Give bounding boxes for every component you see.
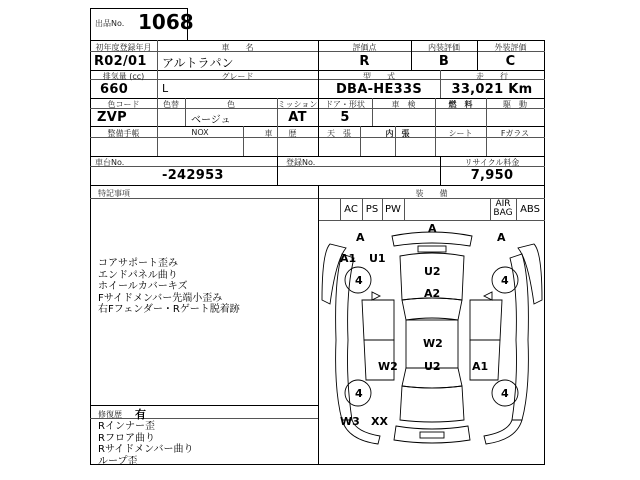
repair-line: Rインナー歪: [98, 421, 155, 432]
nox-label: NOX: [191, 128, 209, 137]
displacement-value: 660: [100, 82, 129, 97]
repair-label: 修復歴: [98, 410, 122, 419]
remark-line: エンドパネル曲り: [98, 269, 178, 281]
equipment-label: 装 備: [415, 189, 448, 198]
inspection-label: 車 検: [391, 100, 416, 109]
remarks-label: 特記事項: [98, 189, 130, 198]
lot-number: 1068: [138, 10, 194, 34]
chassis-value: -242953: [162, 168, 224, 183]
damage-mark: 4: [501, 387, 509, 400]
lot-label: 出品No.: [95, 19, 125, 28]
model-value: DBA-HE33S: [335, 82, 423, 97]
mileage-value: 33,021 Km: [451, 82, 533, 97]
damage-mark: A: [356, 231, 365, 244]
color-code-value: ZVP: [97, 110, 127, 125]
equip-pw: PW: [385, 204, 401, 215]
doors-label: ドア・形状: [325, 100, 365, 109]
color-value: ベージュ: [191, 115, 231, 126]
sunroof-label: 天 張: [327, 129, 351, 138]
fuel-label: 燃 料: [448, 100, 473, 109]
transmission-label: ミッション: [277, 100, 318, 109]
equip-ps: PS: [365, 204, 379, 215]
damage-mark: A1: [340, 252, 357, 265]
recycle-label: リサイクル料金: [464, 158, 520, 167]
damage-mark: XX: [371, 415, 388, 428]
history-label: 車 歴: [264, 129, 297, 138]
year-label: 初年度登録年月: [95, 43, 152, 52]
reg-label: 登録No.: [286, 158, 316, 167]
damage-mark: U2: [424, 360, 441, 373]
color-label: 色: [227, 100, 235, 109]
score-value: R: [359, 54, 370, 69]
interior-label: 内装評価: [428, 43, 460, 52]
remark-line: コアサポート歪み: [98, 258, 178, 269]
repair-line: ループ歪: [98, 455, 138, 467]
damage-mark: A: [497, 231, 506, 244]
repair-value: 有: [135, 408, 146, 421]
car-name-label: 車 名: [221, 43, 254, 52]
damage-mark: 4: [501, 274, 509, 287]
score-label: 評価点: [352, 43, 377, 52]
damage-mark: W3: [340, 415, 360, 428]
fglass-label: Fガラス: [500, 129, 530, 138]
left-front-door: [362, 300, 394, 340]
drive-label: 駆 動: [503, 100, 527, 109]
exterior-label: 外装評価: [494, 43, 527, 52]
color-code-label: 色コード: [107, 100, 140, 109]
remark-line: 右Fフェンダー・Rゲート脱着跡: [98, 304, 240, 315]
rear-bumper: [394, 426, 470, 443]
interior-fill-label: 内 張: [385, 129, 410, 138]
grade-label: グレード: [221, 72, 254, 81]
displacement-label: 排気量 (cc): [102, 72, 145, 81]
damage-mark: U2: [424, 265, 441, 278]
remark-line: ホイールカバーキズ: [98, 281, 188, 292]
seat-label: シート: [448, 129, 473, 138]
damage-mark: W2: [378, 360, 398, 373]
doors-value: 5: [340, 110, 350, 125]
year-value: R02/01: [94, 54, 147, 69]
damage-mark: A: [428, 222, 437, 235]
exterior-value: C: [505, 54, 516, 69]
front-plate: [418, 246, 446, 252]
damage-mark: A1: [472, 360, 489, 373]
chassis-label: 車台No.: [95, 158, 125, 167]
right-profile: [510, 254, 528, 420]
color-change-label: 色替: [163, 100, 179, 109]
remark-line: Fサイドメンバー先端小歪み: [98, 292, 223, 304]
right-mirror: [484, 292, 492, 300]
model-label: 型 式: [363, 72, 395, 81]
right-front-door: [470, 300, 502, 340]
damage-mark: 4: [355, 387, 363, 400]
windshield: [402, 298, 462, 320]
damage-mark: 4: [355, 274, 363, 287]
rear-plate: [420, 432, 444, 438]
damage-mark: U1: [369, 252, 386, 265]
damage-mark: W2: [423, 337, 443, 350]
damage-mark: A2: [424, 287, 441, 300]
repair-line: Rフロア曲り: [98, 432, 155, 444]
transmission-value: AT: [288, 110, 307, 125]
equip-airbag: AIR BAG: [493, 199, 513, 218]
car-name-value: アルトラパン: [162, 56, 234, 70]
recycle-value: 7,950: [470, 168, 514, 183]
rear-right-corner: [484, 420, 522, 444]
repair-line: Rサイドメンバー曲り: [98, 444, 194, 455]
rear-hatch: [400, 386, 464, 422]
equip-ac: AC: [344, 204, 358, 215]
mileage-label: 走 行: [476, 72, 508, 81]
interior-value: B: [438, 54, 450, 69]
grade-value: L: [162, 82, 169, 95]
equip-abs: ABS: [520, 204, 540, 215]
left-mirror: [372, 292, 380, 300]
manual-label: 整備手帳: [107, 129, 140, 138]
front-right-side: [518, 244, 542, 304]
